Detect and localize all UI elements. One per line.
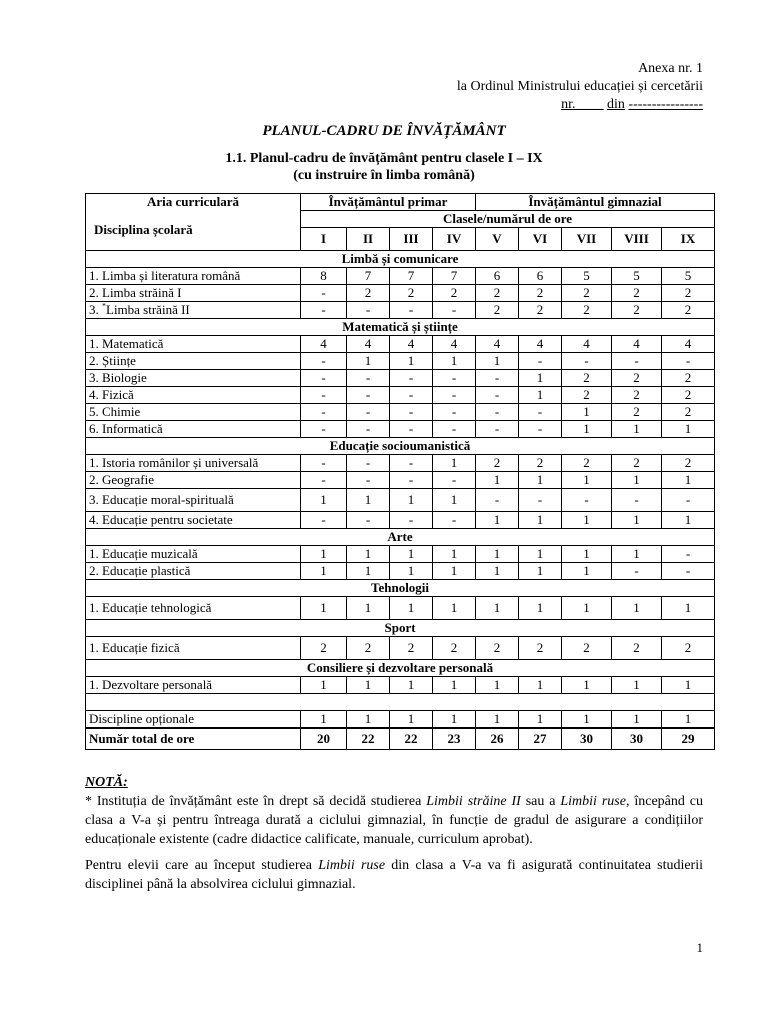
table-row [86,455,715,472]
hours-cell: 1 [562,472,612,489]
annex-line-1: Anexa nr. 1 [638,61,703,76]
hours-cell: - [390,387,433,404]
discipline-name: 4. Educație pentru societate [86,512,301,529]
discipline-name: 4. Fizică [86,387,301,404]
hours-cell: 1 [662,472,715,489]
header-row-2 [86,211,715,228]
hours-cell: 7 [433,268,476,285]
hours-cell: - [476,421,519,438]
section-title: Tehnologii [86,580,715,597]
hours-cell: - [390,472,433,489]
hours-cell: 1 [301,563,347,580]
section-row [86,529,715,546]
hours-cell: 2 [662,387,715,404]
hours-cell: - [347,421,390,438]
hours-cell: 1 [433,546,476,563]
subtitle-line-2: (cu instruire în limba română) [293,168,475,183]
grade-header: VIII [612,228,662,251]
annex-reference [457,60,703,114]
hours-cell: 1 [519,597,562,620]
discipline-name: 1. Limba și literatura română [86,268,301,285]
hours-cell: 1 [433,489,476,512]
hours-cell: 2 [562,387,612,404]
hours-cell: 1 [433,455,476,472]
hours-cell: 2 [347,637,390,660]
hours-cell: - [519,489,562,512]
hours-cell: 1 [476,597,519,620]
total-row [86,728,715,750]
hours-cell: - [347,404,390,421]
hours-cell: 1 [612,711,662,729]
table-row [86,285,715,302]
hours-cell: 1 [433,677,476,694]
hours-cell: 1 [347,597,390,620]
hours-cell: 1 [476,353,519,370]
hours-cell: 1 [612,421,662,438]
hours-cell: 7 [390,268,433,285]
hours-cell: 1 [519,370,562,387]
hours-cell: 2 [476,637,519,660]
annex-line-2: la Ordinul Ministrului educației și cercetării [456,79,703,94]
hours-cell: 2 [662,404,715,421]
footnote-marker: * [102,301,106,311]
hours-cell: 2 [519,455,562,472]
document-title: PLANUL-CADRU DE ÎNVĂȚĂMÂNT [262,123,506,139]
hours-cell: 26 [476,728,519,750]
note-heading: NOTĂ: [85,775,128,790]
hours-cell: 1 [390,597,433,620]
hours-cell: 1 [347,546,390,563]
hours-cell: - [612,563,662,580]
hours-cell: - [476,387,519,404]
hours-cell: 1 [433,563,476,580]
hours-cell: - [433,404,476,421]
hours-cell: - [662,563,715,580]
hours-cell: 1 [476,677,519,694]
table-row [86,421,715,438]
note-p1-text-c: sau a [520,794,561,809]
grade-header: IX [662,228,715,251]
hours-cell: 22 [390,728,433,750]
discipline-name: 2. Educație plastică [86,563,301,580]
hours-cell: 1 [433,711,476,729]
discipline-name: 3. Educație moral-spirituală [86,489,301,512]
hours-cell: 2 [662,285,715,302]
hours-cell: 1 [519,512,562,529]
hours-cell: 1 [390,711,433,729]
hours-cell: 1 [612,512,662,529]
hours-cell: - [347,302,390,319]
hours-cell: 1 [476,711,519,729]
hours-cell: 20 [301,728,347,750]
hours-cell: 1 [433,597,476,620]
grade-header: V [476,228,519,251]
hours-cell: - [301,353,347,370]
table-row [86,353,715,370]
hours-cell: - [476,489,519,512]
note-p1-text-e: , începând cu clasa a V-a și pentru întreaga durată a ciclului gimnazial, în funcție de gradul de asigurare a condițiilor educaționale existente (cadre didactice calificate, manuale, curriculum aprobat). [85,794,703,847]
table-row [86,472,715,489]
hours-cell: 2 [519,285,562,302]
hours-cell: 1 [612,677,662,694]
hours-cell: 2 [612,285,662,302]
hours-cell: - [347,472,390,489]
hours-cell: 2 [662,637,715,660]
document-subtitle [0,150,768,184]
grade-header: VI [519,228,562,251]
hours-cell: 2 [612,404,662,421]
section-title: Limbă și comunicare [86,251,715,268]
hours-cell: 1 [662,677,715,694]
hours-cell: - [433,421,476,438]
discipline-name: 1. Matematică [86,336,301,353]
header-gymnasium: Învățământul gimnazial [476,194,715,211]
hours-cell: 1 [562,597,612,620]
section-row [86,319,715,336]
hours-cell: 2 [662,370,715,387]
hours-cell: - [433,512,476,529]
hours-cell: - [390,455,433,472]
hours-cell: 1 [612,597,662,620]
hours-cell: 1 [562,563,612,580]
note-section [85,773,703,894]
hours-cell: 1 [519,711,562,729]
hours-cell: 2 [519,302,562,319]
hours-cell: 2 [612,302,662,319]
hours-cell: 2 [519,637,562,660]
hours-cell: 4 [347,336,390,353]
hours-cell: 6 [519,268,562,285]
hours-cell: - [433,302,476,319]
hours-cell: - [301,455,347,472]
hours-cell: 1 [612,472,662,489]
hours-cell: 1 [347,489,390,512]
hours-cell: 1 [519,472,562,489]
hours-cell: - [390,404,433,421]
annex-nr-blank: ____ [575,97,604,112]
table-row [86,597,715,620]
hours-cell: 2 [562,455,612,472]
hours-cell: - [301,472,347,489]
note-p1-italic-1: Limbii străine II [426,794,521,809]
hours-cell: 2 [390,285,433,302]
hours-cell: 22 [347,728,390,750]
grade-header: VII [562,228,612,251]
discipline-name: 2. Geografie [86,472,301,489]
hours-cell: 1 [662,597,715,620]
hours-cell: 4 [433,336,476,353]
annex-line-3 [457,96,703,114]
table-row [86,711,715,729]
header-row-1 [86,194,715,211]
annex-din: din [607,97,625,112]
hours-cell: 30 [612,728,662,750]
empty-row [86,694,715,711]
hours-cell: 2 [476,455,519,472]
section-title: Matematică și științe [86,319,715,336]
hours-cell: - [390,421,433,438]
hours-cell: 1 [390,546,433,563]
grade-header: I [301,228,347,251]
hours-cell: - [301,302,347,319]
hours-cell: - [301,370,347,387]
hours-cell: 7 [347,268,390,285]
hours-cell: 2 [433,637,476,660]
annex-nr: nr. [561,97,576,112]
discipline-name: 3. Biologie [86,370,301,387]
discipline-name: Număr total de ore [86,728,301,750]
curriculum-body [86,251,715,750]
hours-cell: 2 [612,370,662,387]
hours-cell: 8 [301,268,347,285]
hours-cell: 2 [562,370,612,387]
hours-cell: - [347,455,390,472]
section-row [86,438,715,455]
table-row [86,489,715,512]
hours-cell: 30 [562,728,612,750]
hours-cell: - [347,387,390,404]
hours-cell: - [433,387,476,404]
hours-cell: - [301,404,347,421]
hours-cell: - [390,512,433,529]
hours-cell: 2 [476,285,519,302]
hours-cell: - [519,404,562,421]
hours-cell: 1 [562,421,612,438]
hours-cell: 1 [519,563,562,580]
hours-cell: 1 [347,711,390,729]
hours-cell: 4 [612,336,662,353]
discipline-number: 3. [89,302,102,317]
section-title: Sport [86,620,715,637]
hours-cell: 1 [390,677,433,694]
hours-cell: 2 [562,302,612,319]
hours-cell: 1 [390,563,433,580]
discipline-name: 6. Informatică [86,421,301,438]
hours-cell: - [612,353,662,370]
hours-cell: 4 [562,336,612,353]
hours-cell: 1 [301,677,347,694]
hours-cell: 4 [301,336,347,353]
header-classes: Clasele/numărul de ore [301,211,715,228]
hours-cell: 2 [612,387,662,404]
hours-cell: 2 [562,285,612,302]
hours-cell: 1 [562,546,612,563]
note-paragraph-2 [85,856,703,894]
table-row [86,302,715,319]
hours-cell: 1 [562,711,612,729]
hours-cell: 2 [433,285,476,302]
hours-cell: - [519,421,562,438]
table-row [86,563,715,580]
hours-cell: - [390,302,433,319]
table-row [86,404,715,421]
hours-cell: - [476,404,519,421]
discipline-name: 2. Limba străină I [86,285,301,302]
hours-cell: 1 [301,711,347,729]
hours-cell: 2 [662,455,715,472]
discipline-name: 1. Educație tehnologică [86,597,301,620]
table-row [86,637,715,660]
discipline-name [86,302,301,319]
note-p1-text-a: * Instituția de învățământ este în drept să decidă studierea [85,794,427,809]
hours-cell: - [519,353,562,370]
hours-cell: 1 [301,546,347,563]
section-title: Consiliere și dezvoltare personală [86,660,715,677]
section-row [86,251,715,268]
hours-cell: 1 [301,597,347,620]
header-discipline: Disciplina școlară [86,211,301,251]
hours-cell: 2 [612,637,662,660]
hours-cell: - [347,512,390,529]
section-title: Arte [86,529,715,546]
hours-cell: 1 [662,512,715,529]
hours-cell: - [301,512,347,529]
discipline-name: 1. Istoria românilor și universală [86,455,301,472]
hours-cell: 1 [347,677,390,694]
hours-cell: 1 [347,353,390,370]
hours-cell: - [662,546,715,563]
section-row [86,620,715,637]
hours-cell: 2 [662,302,715,319]
grade-header: IV [433,228,476,251]
hours-cell: 1 [662,421,715,438]
hours-cell: 4 [390,336,433,353]
table-row [86,370,715,387]
hours-cell: 1 [562,677,612,694]
hours-cell: 27 [519,728,562,750]
hours-cell: 6 [476,268,519,285]
table-row [86,336,715,353]
hours-cell: 1 [390,489,433,512]
hours-cell: 23 [433,728,476,750]
hours-cell: - [476,370,519,387]
hours-cell: 1 [390,353,433,370]
hours-cell: 1 [476,472,519,489]
hours-cell: 2 [301,637,347,660]
discipline-name: 1. Educație muzicală [86,546,301,563]
hours-cell: 4 [476,336,519,353]
hours-cell: 1 [476,546,519,563]
note-p2-italic: Limbii ruse [318,858,386,873]
note-p1-italic-2: Limbii ruse [560,794,626,809]
header-area: Aria curriculară [86,194,301,211]
note-paragraph-1 [85,792,703,849]
discipline-name: 2. Științe [86,353,301,370]
hours-cell: 2 [612,455,662,472]
table-row [86,387,715,404]
hours-cell: 5 [662,268,715,285]
hours-cell: 4 [662,336,715,353]
hours-cell: 1 [519,546,562,563]
hours-cell: 1 [347,563,390,580]
curriculum-table [85,193,715,750]
hours-cell: - [433,472,476,489]
empty-cell [86,694,715,711]
hours-cell: 1 [562,512,612,529]
hours-cell: 1 [301,489,347,512]
hours-cell: 2 [347,285,390,302]
table-row [86,546,715,563]
hours-cell: 4 [519,336,562,353]
hours-cell: 1 [519,677,562,694]
table-row [86,677,715,694]
hours-cell: 2 [476,302,519,319]
discipline-name: 1. Educație fizică [86,637,301,660]
page-number: 1 [696,940,703,955]
grade-header: III [390,228,433,251]
hours-cell: 2 [390,637,433,660]
hours-cell: - [433,370,476,387]
hours-cell: 1 [519,387,562,404]
hours-cell: 1 [662,711,715,729]
note-p2-text-a: Pentru elevii care au început studierea [85,858,319,873]
hours-cell: - [562,489,612,512]
hours-cell: - [347,370,390,387]
hours-cell: - [662,353,715,370]
section-row [86,580,715,597]
discipline-label: Limba străină II [106,302,190,317]
hours-cell: - [662,489,715,512]
hours-cell: - [612,489,662,512]
header-primary: Învățământul primar [301,194,476,211]
hours-cell: 29 [662,728,715,750]
hours-cell: 1 [433,353,476,370]
hours-cell: 5 [612,268,662,285]
hours-cell: - [562,353,612,370]
discipline-name: 5. Chimie [86,404,301,421]
annex-date-blank: ---------------- [628,97,703,112]
discipline-name: Discipline opționale [86,711,301,729]
discipline-name: 1. Dezvoltare personală [86,677,301,694]
hours-cell: 1 [476,512,519,529]
section-row [86,660,715,677]
hours-cell: 5 [562,268,612,285]
note-p2-text-c: din clasa a V-a va fi asigurată continuitatea studierii disciplinei până la absolvirea ciclului gimnazial. [85,858,703,892]
hours-cell: 1 [476,563,519,580]
table-row [86,268,715,285]
hours-cell: - [301,285,347,302]
hours-cell: 1 [612,546,662,563]
hours-cell: 1 [562,404,612,421]
hours-cell: - [390,370,433,387]
hours-cell: - [301,387,347,404]
subtitle-line-1: 1.1. Planul-cadru de învățământ pentru clasele I – IX [225,151,543,166]
hours-cell: - [301,421,347,438]
grade-header: II [347,228,390,251]
section-title: Educație socioumanistică [86,438,715,455]
table-row [86,512,715,529]
hours-cell: 2 [562,637,612,660]
